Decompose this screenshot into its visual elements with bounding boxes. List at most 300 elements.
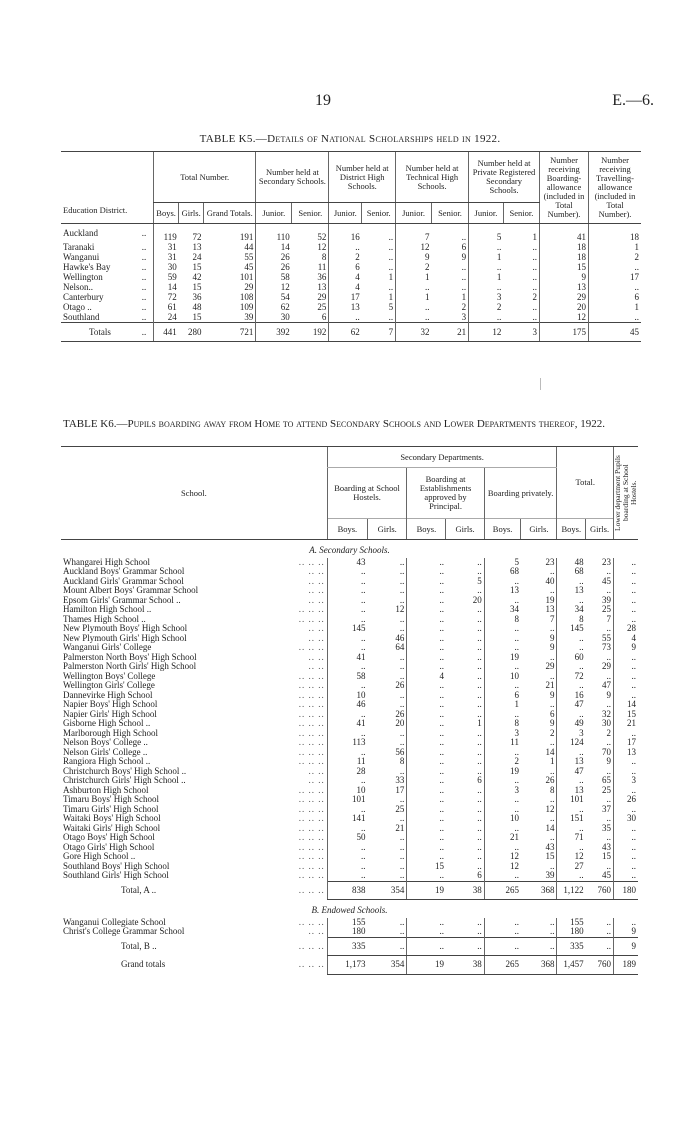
table-cell: 58: [327, 672, 367, 682]
table-cell: 1: [388, 271, 394, 282]
table-cell: ..: [614, 605, 639, 615]
table-cell: ..: [477, 604, 482, 614]
table-cell: ..: [477, 794, 482, 804]
table-cell: ..: [327, 843, 367, 853]
table-cell: ..: [614, 852, 639, 862]
table-cell: 17: [589, 272, 642, 282]
table-cell: ..: [549, 926, 555, 936]
table-cell: 39: [545, 870, 555, 880]
table-cell: 12: [484, 852, 521, 862]
district-name: Nelson..: [63, 281, 93, 292]
table-cell: 1: [589, 302, 642, 312]
table-cell: 19: [407, 881, 446, 900]
table-k5-caption-title: Details of National Scholarships held in 1922.: [267, 133, 501, 145]
table-row-label: Southland Boys' High School: [63, 860, 170, 871]
table-cell: 72: [153, 292, 178, 302]
k6-body: [61, 540, 638, 975]
table-cell: 15: [192, 311, 202, 322]
table-cell: ..: [399, 794, 405, 804]
table-cell: 25: [602, 604, 611, 614]
table-cell: 14: [545, 822, 555, 833]
leader-dots: .. .. ..: [298, 860, 325, 871]
table-cell: 42: [192, 271, 202, 282]
table-cell: 26: [256, 262, 292, 272]
table-cell: ..: [407, 833, 446, 843]
table-cell: ..: [606, 832, 611, 842]
table-cell: ..: [614, 757, 639, 767]
table-cell: 8: [399, 756, 405, 766]
table-row-label: Thames High School ..: [63, 613, 146, 624]
table-cell: ..: [614, 691, 639, 701]
table-cell: ..: [484, 843, 521, 853]
leader-dots: .. ..: [308, 623, 325, 633]
table-cell: 17: [614, 738, 639, 748]
table-cell: 12: [395, 604, 405, 614]
table-cell: ..: [407, 567, 446, 577]
table-cell: ..: [477, 851, 482, 861]
table-row-label: Gore High School ..: [63, 851, 136, 861]
table-cell: ..: [399, 651, 405, 662]
table-cell: ..: [614, 662, 639, 672]
table-cell: ..: [388, 281, 394, 292]
table-cell: 24: [192, 251, 202, 262]
table-cell: 12: [256, 282, 292, 292]
table-cell: ..: [407, 805, 446, 815]
table-cell: 29: [540, 292, 589, 302]
table-cell: ..: [549, 585, 555, 595]
table-row: [61, 292, 641, 302]
leader-dots: .. ..: [308, 632, 325, 643]
table-cell: 1: [589, 242, 642, 252]
table-cell: 7: [606, 613, 611, 624]
table-row-label: New Plymouth Boys' High School: [63, 623, 188, 633]
table-cell: 25: [317, 301, 327, 312]
table-cell: ..: [484, 710, 521, 720]
table-cell: 20: [472, 594, 482, 605]
table-cell: ..: [327, 662, 367, 672]
leader-dots: ..: [141, 271, 147, 282]
leader-dots: .. ..: [308, 566, 325, 576]
table-cell: 3: [614, 776, 639, 786]
table-cell: 6: [461, 241, 467, 252]
table-cell: 189: [614, 956, 639, 975]
table-cell: 24: [153, 312, 178, 323]
table-k5-caption-label: TABLE K5.—: [199, 133, 268, 145]
table-cell: 41: [327, 719, 367, 729]
table-cell: 1: [549, 756, 555, 766]
table-cell: 12: [484, 862, 521, 872]
k5-header-boarding: Number receiving Boarding-allowance (included in Total Number).: [540, 152, 589, 224]
table-cell: 13: [557, 786, 586, 796]
district-name: Southland: [63, 311, 100, 322]
table-cell: 6: [329, 262, 362, 272]
k6-header-girls: Girls.: [586, 519, 614, 540]
table-cell: ..: [399, 566, 405, 576]
table-cell: ..: [469, 312, 504, 323]
table-cell: 141: [327, 814, 367, 824]
table-cell: ..: [407, 558, 446, 568]
table-cell: ..: [557, 596, 586, 606]
table-cell: 2: [396, 262, 432, 272]
leader-dots: ..: [141, 281, 147, 292]
table-cell: ..: [399, 841, 405, 852]
table-cell: 1: [469, 252, 504, 262]
table-cell: ..: [396, 302, 432, 312]
table-cell: ..: [614, 653, 639, 663]
table-cell: ..: [477, 746, 482, 757]
table-cell: 47: [557, 700, 586, 710]
table-cell: 265: [484, 881, 521, 900]
table-cell: 109: [239, 301, 254, 312]
table-cell: ..: [399, 661, 405, 671]
table-row-label: Gisborne High School ..: [63, 718, 151, 728]
table-cell: ..: [549, 566, 555, 576]
table-cell: 9: [540, 272, 589, 282]
table-cell: 50: [327, 833, 367, 843]
table-cell: ..: [399, 699, 405, 709]
table-row-label: Christchurch Girls' High School ..: [63, 775, 186, 785]
table-cell: 54: [256, 292, 292, 302]
total-a-row: [61, 881, 638, 900]
table-cell: 31: [153, 242, 178, 252]
table-cell: ..: [532, 271, 537, 282]
k6-header-total: Total.: [557, 447, 614, 519]
table-cell: ..: [407, 767, 446, 777]
table-cell: ..: [557, 805, 586, 815]
table-row: [61, 282, 641, 292]
leader-dots: .. .. ..: [298, 746, 325, 757]
section-b-heading-label: B. Endowed Schools.: [311, 905, 388, 915]
table-row-label: Otago Girls' High School: [63, 841, 155, 852]
table-cell: ..: [461, 281, 467, 292]
table-cell: ..: [614, 596, 639, 606]
document-reference: E.—6.: [612, 92, 654, 109]
table-cell: ..: [549, 832, 555, 842]
table-cell: 4: [329, 282, 362, 292]
table-cell: 119: [153, 224, 178, 242]
k5-header-junior: Junior.: [256, 203, 292, 224]
k6-header-girls: Girls.: [446, 519, 484, 540]
table-cell: 40: [545, 575, 555, 586]
table-cell: 18: [589, 224, 642, 242]
leader-dots: .. .. ..: [298, 803, 325, 814]
table-cell: ..: [614, 615, 639, 625]
leader-dots: .. .. ..: [298, 841, 325, 852]
table-cell: ..: [557, 643, 586, 653]
table-cell: 30: [153, 262, 178, 272]
table-cell: 19: [407, 956, 446, 975]
table-cell: ..: [557, 824, 586, 834]
table-cell: ..: [477, 765, 482, 776]
k5-header-district-high: Number held at District High Schools.: [329, 152, 396, 203]
table-cell: ..: [532, 301, 537, 312]
table-cell: ..: [532, 251, 537, 262]
table-cell: ..: [327, 729, 367, 739]
table-cell: 25: [395, 803, 405, 814]
table-cell: ..: [327, 871, 367, 881]
table-cell: 72: [557, 672, 586, 682]
table-cell: 21: [484, 833, 521, 843]
table-cell: ..: [484, 871, 521, 881]
table-cell: ..: [327, 710, 367, 720]
table-cell: ..: [549, 737, 555, 747]
table-cell: ..: [606, 623, 611, 633]
table-k6: [61, 446, 638, 975]
k6-header-boys: Boys.: [557, 519, 586, 540]
table-cell: 20: [540, 302, 589, 312]
table-cell: 21: [431, 322, 468, 341]
table-cell: ..: [606, 916, 611, 927]
table-cell: ..: [614, 862, 639, 872]
table-cell: ..: [407, 586, 446, 596]
table-cell: ..: [606, 699, 611, 709]
totals-label: Totals: [61, 322, 135, 341]
table-k6-caption-title: Pupils boarding away from Home to attend Secondary Schools and Lower Departments thereof, 1922.: [127, 418, 605, 430]
table-cell: ..: [549, 623, 555, 633]
table-cell: 25: [602, 784, 611, 795]
table-row-label: Auckland Girls' Grammar School: [63, 575, 184, 586]
table-cell: ..: [549, 813, 555, 823]
table-k6-caption: [63, 418, 643, 431]
table-cell: ..: [396, 282, 432, 292]
table-cell: 368: [521, 881, 557, 900]
table-cell: 12: [396, 242, 432, 252]
table-cell: 68: [557, 567, 586, 577]
leader-dots: .. .. ..: [298, 813, 325, 823]
table-cell: 41: [540, 224, 589, 242]
table-cell: ..: [327, 605, 367, 615]
table-cell: 2: [549, 727, 555, 738]
table-cell: ..: [327, 577, 367, 587]
table-cell: ..: [614, 577, 639, 587]
table-cell: ..: [477, 727, 482, 738]
table-row-label: Rangiora High School ..: [63, 756, 151, 766]
district-name: Wellington: [63, 271, 103, 282]
table-cell: ..: [614, 843, 639, 853]
table-cell: 2: [329, 252, 362, 262]
table-row-label: Wanganui Collegiate School: [63, 916, 166, 927]
table-cell: 721: [204, 322, 256, 341]
leader-dots: .. ..: [308, 575, 325, 586]
table-row: [61, 871, 638, 881]
table-cell: 29: [244, 281, 254, 292]
k5-header-junior: Junior.: [469, 203, 504, 224]
table-row-label: Whangarei High School: [63, 556, 150, 567]
table-cell: 12: [540, 312, 589, 323]
table-cell: 4: [614, 634, 639, 644]
table-cell: ..: [399, 575, 405, 586]
table-cell: ..: [477, 556, 482, 567]
leader-dots: .. .. ..: [298, 727, 325, 738]
table-row-label: Wanganui Girls' College: [63, 642, 152, 652]
total-b-row: [61, 937, 638, 956]
table-cell: ..: [549, 651, 555, 662]
table-cell: ..: [477, 699, 482, 709]
table-cell: ..: [446, 937, 484, 956]
table-cell: 2: [469, 302, 504, 312]
table-row-label: Napier Boys' High School: [63, 699, 158, 709]
table-cell: ..: [399, 623, 405, 633]
table-cell: 15: [192, 281, 202, 292]
table-cell: 155: [327, 918, 367, 928]
table-cell: ..: [549, 916, 555, 927]
table-cell: ..: [329, 242, 362, 252]
table-row: [61, 272, 641, 282]
table-cell: ..: [614, 672, 639, 682]
table-cell: 1: [477, 718, 482, 728]
k5-header-secondary: Number held at Secondary Schools.: [256, 152, 329, 203]
table-cell: ..: [614, 729, 639, 739]
table-k5-caption: [0, 133, 700, 145]
table-cell: ..: [396, 312, 432, 323]
table-cell: ..: [484, 596, 521, 606]
leader-dots: .. ..: [308, 926, 325, 937]
table-cell: 45: [602, 575, 611, 586]
table-cell: 6: [321, 311, 327, 322]
table-cell: 2: [484, 757, 521, 767]
table-cell: 61: [153, 302, 178, 312]
table-cell: ..: [532, 261, 537, 272]
table-cell: ..: [327, 596, 367, 606]
table-cell: 45: [244, 261, 254, 272]
table-cell: 9: [549, 632, 555, 643]
table-cell: ..: [557, 577, 586, 587]
table-cell: ..: [477, 841, 482, 852]
table-cell: ..: [399, 689, 405, 700]
table-cell: ..: [327, 681, 367, 691]
table-cell: ..: [399, 860, 405, 871]
table-cell: ..: [327, 634, 367, 644]
table-cell: 43: [602, 841, 611, 852]
table-cell: ..: [589, 262, 642, 272]
table-cell: 10: [484, 814, 521, 824]
leader-dots: .. .. ..: [298, 718, 325, 728]
table-cell: ..: [327, 567, 367, 577]
table-cell: ..: [477, 632, 482, 643]
table-cell: ..: [407, 814, 446, 824]
table-cell: ..: [484, 681, 521, 691]
table-cell: 52: [317, 231, 327, 242]
table-cell: 49: [557, 719, 586, 729]
table-cell: 10: [327, 786, 367, 796]
leader-dots: .. ..: [308, 594, 325, 605]
leader-dots: .. .. ..: [298, 959, 325, 969]
table-cell: 335: [327, 937, 367, 956]
table-cell: 13: [614, 748, 639, 758]
table-cell: 6: [589, 292, 642, 302]
k5-header-grand: Grand Totals.: [204, 203, 256, 224]
table-cell: ..: [477, 689, 482, 700]
k6-header-boys: Boys.: [484, 519, 521, 540]
table-cell: ..: [388, 241, 394, 252]
table-cell: 36: [192, 291, 202, 302]
table-cell: 18: [540, 252, 589, 262]
table-row-label: Dannevirke High School: [63, 689, 153, 700]
table-cell: ..: [557, 662, 586, 672]
table-cell: ..: [407, 795, 446, 805]
table-cell: ..: [477, 623, 482, 633]
table-cell: 43: [327, 558, 367, 568]
table-cell: 7: [396, 224, 432, 242]
table-cell: 13: [192, 241, 202, 252]
table-cell: 180: [327, 927, 367, 937]
table-cell: 39: [244, 311, 254, 322]
table-cell: ..: [614, 833, 639, 843]
table-cell: ..: [461, 261, 467, 272]
table-cell: ..: [477, 708, 482, 719]
table-cell: ..: [407, 786, 446, 796]
table-cell: ..: [407, 871, 446, 881]
table-cell: ..: [614, 767, 639, 777]
table-cell: 34: [557, 605, 586, 615]
table-cell: 11: [317, 261, 327, 272]
table-cell: ..: [557, 776, 586, 786]
table-cell: 30: [614, 814, 639, 824]
k6-header-boys: Boys.: [407, 519, 446, 540]
table-cell: 16: [557, 691, 586, 701]
table-row-label: Christchurch Boys' High School ..: [63, 765, 187, 776]
table-cell: ..: [549, 670, 555, 681]
table-cell: 101: [239, 271, 254, 282]
table-cell: ..: [407, 624, 446, 634]
table-cell: ..: [614, 824, 639, 834]
table-cell: 29: [545, 661, 555, 671]
table-cell: 33: [395, 775, 405, 785]
table-cell: ..: [399, 585, 405, 595]
table-cell: 38: [446, 956, 484, 975]
k5-header-technical: Number held at Technical High Schools.: [396, 152, 469, 203]
table-cell: 10: [484, 672, 521, 682]
table-cell: ..: [327, 615, 367, 625]
table-cell: 35: [602, 822, 611, 833]
district-name: Wanganui: [63, 251, 100, 262]
leader-dots: .. .. ..: [298, 884, 325, 895]
table-cell: 44: [244, 241, 254, 252]
table-cell: 60: [557, 653, 586, 663]
table-cell: 55: [602, 632, 611, 643]
table-cell: 8: [484, 615, 521, 625]
leader-dots: ..: [141, 301, 147, 312]
table-cell: 8: [484, 719, 521, 729]
table-cell: ..: [484, 805, 521, 815]
table-cell: 20: [395, 718, 405, 728]
table-cell: 6: [484, 691, 521, 701]
section-b-heading: [61, 900, 638, 918]
section-a-heading: [61, 540, 638, 558]
leader-dots: .. ..: [308, 775, 325, 785]
table-cell: ..: [477, 803, 482, 814]
table-cell: ..: [549, 699, 555, 709]
table-cell: 62: [256, 302, 292, 312]
leader-dots: .. .. ..: [298, 870, 325, 881]
table-cell: ..: [477, 926, 482, 936]
table-cell: 56: [395, 746, 405, 757]
table-cell: 3: [557, 729, 586, 739]
table-cell: ..: [407, 605, 446, 615]
table-cell: ..: [407, 918, 446, 928]
table-row-label: Waitaki Girls' High School: [63, 822, 161, 833]
table-cell: 37: [602, 803, 611, 814]
table-cell: 71: [557, 833, 586, 843]
table-cell: ..: [614, 918, 639, 928]
leader-dots: ..: [135, 322, 154, 341]
table-cell: ..: [589, 282, 642, 292]
table-cell: ..: [614, 567, 639, 577]
table-cell: 2: [606, 727, 611, 738]
table-cell: ..: [477, 661, 482, 671]
table-cell: 12: [469, 322, 504, 341]
table-cell: ..: [477, 680, 482, 690]
